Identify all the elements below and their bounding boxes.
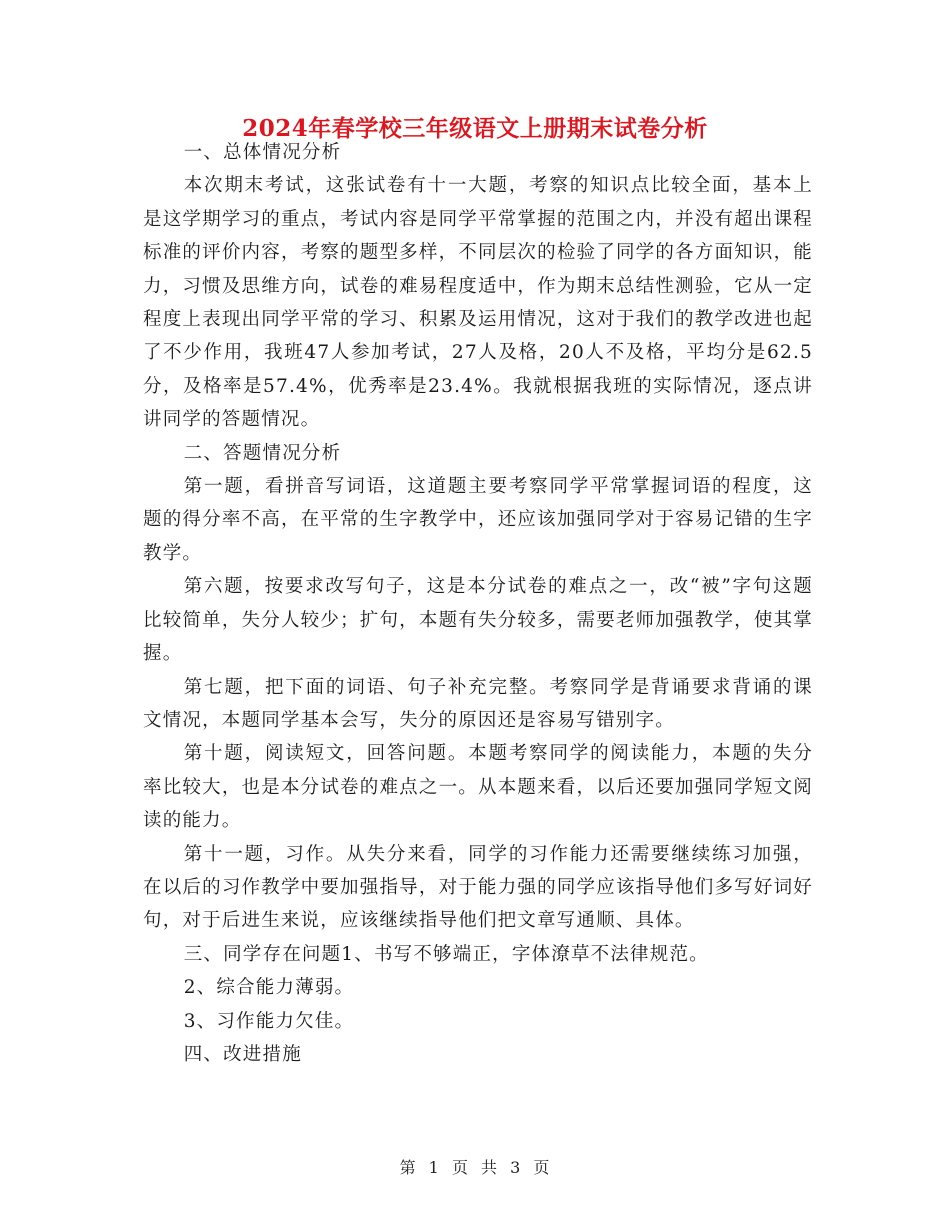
document-title: 2024年春学校三年级语文上册期末试卷分析 [242,115,708,142]
list-item-problem-3: 3、习作能力欠佳。 [183,1010,355,1032]
paragraph-question-6: 第六题，按要求改写句子，这是本分试卷的难点之一，改“被”字句这题比较简单，失分人较少；扩句，本题有失分较多，需要老师加强教学，使其掌握。 [143,576,813,665]
list-item-problem-2: 2、综合能力薄弱。 [183,977,355,999]
paragraph-overview: 本次期末考试，这张试卷有十一大题，考察的知识点比较全面，基本上是这学期学习的重点，考试内容是同学平常掌握的范围之内，并没有超出课程标准的评价内容，考察的题型多样，不同层次的检验了同学的各方面知识，能力，习惯及思维方向，试卷的难易程度适中，作为期末总结性测验，它从一定程度上表现出同学平常的学习、积累及运用情况，这对于我们的教学改进也起了不少作用，我班47人参加考试，27人及格，20人不及格，平均分是62.5分，及格率是57.4%，优秀率是23.4%。我就根据我班的实际情况，逐点讲讲同学的答题情况。 [143,175,813,431]
paragraph-question-1: 第一题，看拼音写词语，这道题主要考察同学平常掌握词语的程度，这题的得分率不高，在平常的生字教学中，还应该加强同学对于容易记错的生字教学。 [143,476,813,564]
page-number-footer: 第 1 页 共 3 页 [399,1158,551,1177]
section-heading-measures: 四、改进措施 [183,1043,302,1065]
paragraph-question-7: 第七题，把下面的词语、句子补充完整。考察同学是背诵要求背诵的课文情况，本题同学基本会写，失分的原因还是容易写错别字。 [143,676,813,731]
section-heading-overview: 一、总体情况分析 [183,142,342,163]
paragraph-question-11: 第十一题，习作。从失分来看，同学的习作能力还需要继续练习加强，在以后的习作教学中要加强指导，对于能力强的同学应该指导他们多写好词好句，对于后进生来说，应该继续指导他们把文章写通顺、具体。 [143,843,813,932]
section-heading-answers: 二、答题情况分析 [183,442,342,464]
document-body [143,136,813,1071]
paragraph-question-10: 第十题，阅读短文，回答问题。本题考察同学的阅读能力，本题的失分率比较大，也是本分试卷的难点之一。从本题来看，以后还要加强同学短文阅读的能力。 [143,743,813,832]
section-heading-problems: 三、同学存在问题1、书写不够端正，字体潦草不法律规范。 [183,943,709,965]
